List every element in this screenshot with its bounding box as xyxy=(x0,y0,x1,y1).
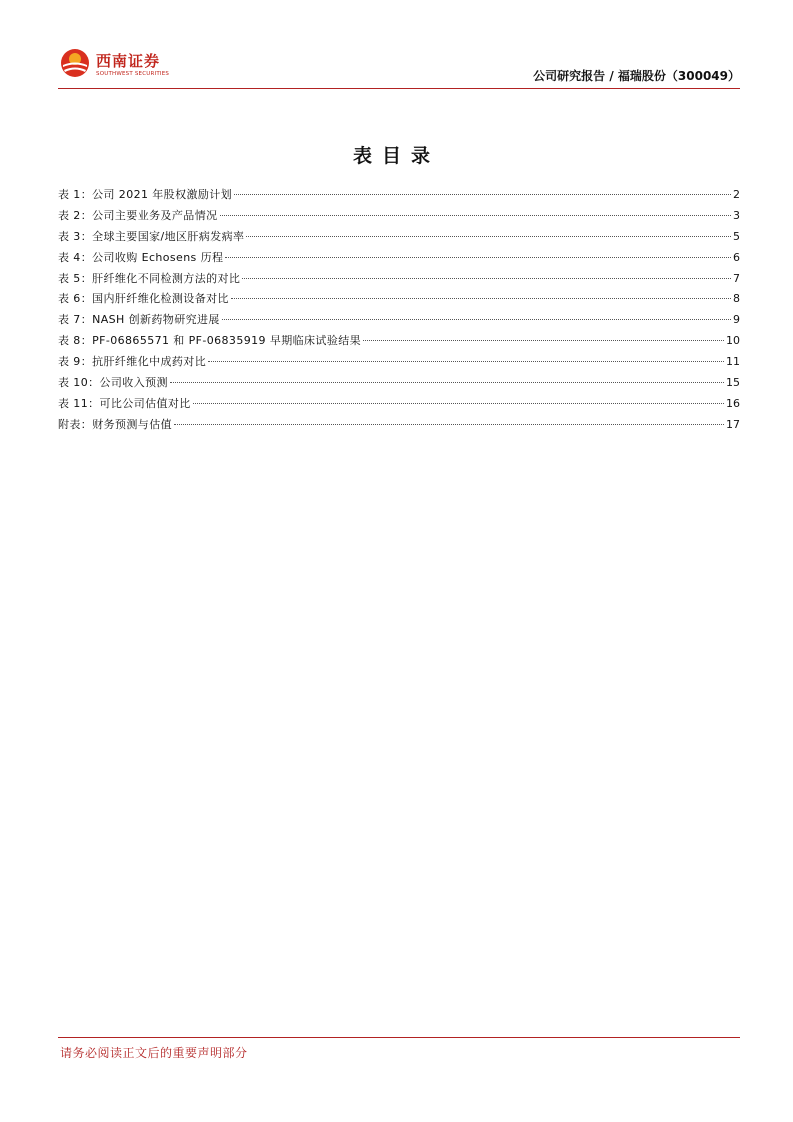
toc-page: 2 xyxy=(733,188,740,201)
toc-page: 6 xyxy=(733,250,740,264)
toc-label: 附表：财务预测与估值 xyxy=(58,417,172,431)
company-logo xyxy=(60,48,172,82)
toc-label: 表 11：可比公司估值对比 xyxy=(58,396,191,410)
toc-leader xyxy=(363,340,724,341)
toc-label: 表 7：NASH 创新药物研究进展 xyxy=(58,313,220,327)
page-header xyxy=(58,42,740,89)
toc-page: 10 xyxy=(726,334,740,348)
toc-leader xyxy=(234,194,731,195)
toc-leader xyxy=(208,361,724,362)
toc-item[interactable] xyxy=(58,289,740,310)
toc-leader xyxy=(225,257,731,258)
toc-label: 表 3：全球主要国家/地区肝病发病率 xyxy=(58,229,245,243)
toc-page: 15 xyxy=(726,376,740,390)
toc-label: 表 6：国内肝纤维化检测设备对比 xyxy=(58,292,229,306)
toc-page: 9 xyxy=(733,313,740,327)
report-title: 公司研究报告 / 福瑞股份（300049） xyxy=(533,69,740,83)
sun-logo-icon xyxy=(60,48,90,78)
toc-item[interactable] xyxy=(58,352,740,373)
page-footer xyxy=(58,1037,740,1060)
toc-leader xyxy=(174,424,724,425)
toc-label: 表 2：公司主要业务及产品情况 xyxy=(58,208,218,222)
toc-page: 3 xyxy=(733,208,740,222)
toc-item[interactable] xyxy=(58,248,740,269)
toc-item[interactable] xyxy=(58,394,740,415)
toc-page: 5 xyxy=(733,229,740,243)
toc-label: 表 5：肝纤维化不同检测方法的对比 xyxy=(58,271,241,285)
logo-text-en: SOUTHWEST SECURITIES xyxy=(96,71,170,77)
toc-leader xyxy=(246,236,731,237)
toc-leader xyxy=(222,319,731,320)
toc-item[interactable] xyxy=(58,331,740,352)
disclaimer-note: 请务必阅读正文后的重要声明部分 xyxy=(60,1046,248,1060)
toc-item[interactable] xyxy=(58,206,740,227)
toc-item[interactable] xyxy=(58,227,740,248)
toc-page: 16 xyxy=(726,396,740,410)
toc-leader xyxy=(193,403,724,404)
logo-text-cn: 西南证券 xyxy=(96,52,161,70)
toc-item[interactable] xyxy=(58,269,740,290)
table-of-contents xyxy=(58,185,740,436)
toc-leader xyxy=(220,215,732,216)
toc-leader xyxy=(242,278,731,279)
toc-label: 表 8：PF-06865571 和 PF-06835919 早期临床试验结果 xyxy=(58,334,362,348)
toc-page: 8 xyxy=(733,292,740,306)
toc-label: 表 9：抗肝纤维化中成药对比 xyxy=(58,355,207,369)
toc-label: 表 1：公司 2021 年股权激励计划 xyxy=(58,188,233,201)
toc-item[interactable] xyxy=(58,310,740,331)
toc-page: 17 xyxy=(726,417,740,431)
toc-page: 7 xyxy=(733,271,740,285)
toc-leader xyxy=(170,382,724,383)
toc-label: 表 4：公司收购 Echosens 历程 xyxy=(58,250,224,264)
toc-item[interactable] xyxy=(58,373,740,394)
toc-label: 表 10：公司收入预测 xyxy=(58,376,168,390)
toc-page: 11 xyxy=(726,355,740,369)
page-title: 表目录 xyxy=(352,145,440,167)
toc-leader xyxy=(231,298,731,299)
toc-item[interactable] xyxy=(58,185,740,206)
toc-item[interactable] xyxy=(58,415,740,436)
